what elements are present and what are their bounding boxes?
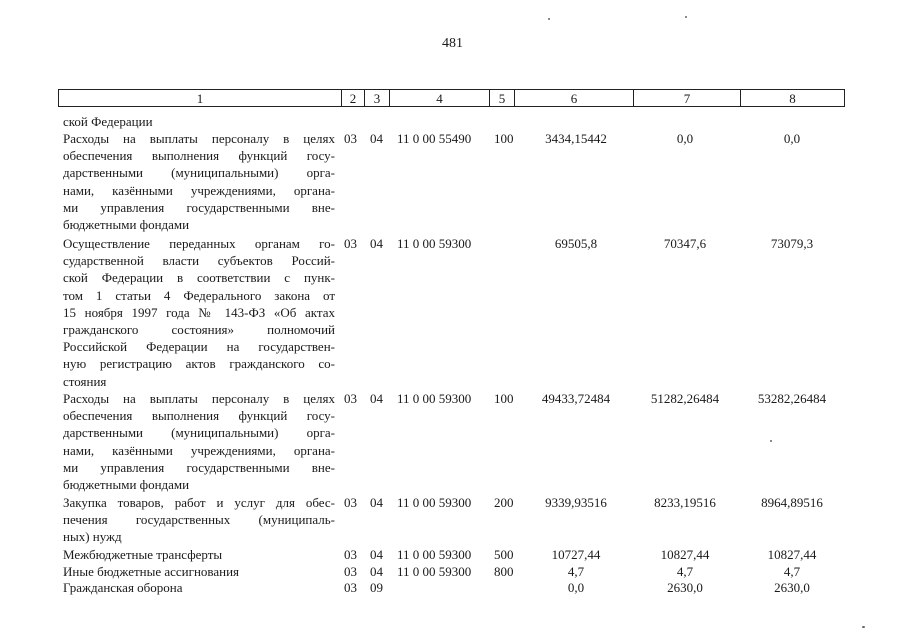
cell-c2: 03 — [344, 580, 357, 595]
cell-c4: 11 0 00 59300 — [397, 391, 472, 406]
cell-c7: 2630,0 — [667, 580, 703, 595]
cell-c6: 0,0 — [567, 580, 585, 595]
header-col-6: 6 — [515, 90, 634, 106]
row-name-line: ми управления государственными вне- — [63, 459, 335, 475]
row-name — [63, 390, 335, 493]
cell-c5: 100 — [494, 131, 514, 146]
row-name-line: 15 ноября 1997 года № 143-ФЗ «Об актах — [63, 304, 335, 320]
header-col-8: 8 — [789, 91, 796, 106]
row-name-line: том 1 статьи 4 Федерального закона от — [63, 287, 335, 303]
scan-speck — [770, 440, 772, 442]
cell-c6: 10727,44 — [551, 547, 601, 562]
row-name-line: обеспечения выполнения функций госу- — [63, 148, 335, 164]
row-name-line: Закупка товаров, работ и услуг для обес- — [63, 495, 335, 510]
row-name-line: Осуществление переданных органам го- — [63, 236, 335, 251]
header-col-4: 4 — [390, 90, 490, 106]
cell-c8: 4,7 — [783, 564, 801, 579]
row-name-line: ную регистрацию актов гражданского со- — [63, 356, 335, 372]
cell-c8: 73079,3 — [770, 236, 814, 251]
cell-c3: 04 — [370, 131, 383, 146]
cell-c3: 09 — [370, 580, 383, 595]
header-col-3: 3 — [365, 90, 390, 106]
cell-c2: 03 — [344, 547, 357, 562]
cell-c5: 200 — [494, 495, 514, 510]
cell-c7: 70347,6 — [663, 236, 707, 251]
header-col-1: 1 — [59, 90, 342, 106]
cell-c4: 11 0 00 59300 — [397, 236, 472, 251]
row-name — [63, 579, 335, 596]
row-name — [63, 563, 335, 580]
header-col-7: 7 — [634, 90, 741, 106]
scan-speck — [685, 16, 687, 18]
row-name — [63, 235, 335, 390]
row-name — [63, 130, 335, 233]
row-name-line: обеспечения выполнения функций госу- — [63, 408, 335, 424]
row-name-line: бюджетными фондами — [63, 217, 190, 233]
row-name — [63, 113, 335, 130]
cell-c7: 8233,19516 — [654, 495, 716, 510]
cell-c6: 4,7 — [567, 564, 585, 579]
cell-c3: 04 — [370, 547, 383, 562]
cell-c7: 4,7 — [676, 564, 694, 579]
row-name-line: бюджетными фондами — [63, 477, 190, 493]
cell-c3: 04 — [370, 236, 383, 251]
cell-c2: 03 — [344, 131, 357, 146]
row-name-line: Иные бюджетные ассигнования — [63, 564, 240, 579]
cell-c8: 2630,0 — [774, 580, 810, 595]
cell-c5: 100 — [494, 391, 514, 406]
row-name-line: ской Федерации в соответствии с пунк- — [63, 270, 335, 286]
row-name — [63, 546, 335, 563]
header-col-5: 5 — [490, 90, 515, 106]
cell-c8: 53282,26484 — [757, 391, 827, 406]
cell-c5: 800 — [494, 564, 514, 579]
row-name-line: Расходы на выплаты персоналу в целях — [63, 131, 335, 146]
cell-c6: 49433,72484 — [541, 391, 611, 406]
header-col-2: 2 — [342, 90, 365, 106]
row-name-line: ской Федерации — [63, 114, 153, 129]
row-name-line: дарственными (муниципальными) орга- — [63, 165, 335, 181]
cell-c2: 03 — [344, 564, 357, 579]
row-name-line: нами, казёнными учреждениями, органа- — [63, 442, 335, 458]
row-name-line: дарственными (муниципальными) орга- — [63, 425, 335, 441]
scan-speck — [862, 626, 865, 628]
row-name-line: нами, казёнными учреждениями, органа- — [63, 182, 335, 198]
row-name-line: Расходы на выплаты персоналу в целях — [63, 391, 335, 406]
table-header — [58, 89, 845, 107]
scan-speck — [548, 18, 550, 20]
cell-c4: 11 0 00 59300 — [397, 495, 472, 510]
row-name-line: стояния — [63, 373, 107, 389]
cell-c3: 04 — [370, 391, 383, 406]
cell-c7: 10827,44 — [660, 547, 710, 562]
cell-c3: 04 — [370, 495, 383, 510]
cell-c6: 69505,8 — [554, 236, 598, 251]
row-name-line: Гражданская оборона — [63, 580, 183, 595]
cell-c4: 11 0 00 55490 — [397, 131, 472, 146]
row-name-line: Российской Федерации на государствен- — [63, 339, 335, 355]
row-name-line: гражданского состояния» полномочий — [63, 322, 335, 338]
cell-c8: 0,0 — [783, 131, 801, 146]
row-name-line: ных) нужд — [63, 529, 122, 545]
cell-c3: 04 — [370, 564, 383, 579]
page-number: 481 — [442, 36, 463, 51]
row-name-line: ми управления государственными вне- — [63, 199, 335, 215]
cell-c7: 51282,26484 — [650, 391, 720, 406]
row-name — [63, 494, 335, 546]
cell-c8: 10827,44 — [767, 547, 817, 562]
cell-c7: 0,0 — [676, 131, 694, 146]
cell-c2: 03 — [344, 391, 357, 406]
cell-c2: 03 — [344, 236, 357, 251]
cell-c4: 11 0 00 59300 — [397, 564, 472, 579]
cell-c6: 9339,93516 — [545, 495, 607, 510]
cell-c6: 3434,15442 — [545, 131, 607, 146]
row-name-line: печения государственных (муниципаль- — [63, 512, 335, 528]
row-name-line: сударственной власти субъектов Россий- — [63, 253, 335, 269]
cell-c5: 500 — [494, 547, 514, 562]
cell-c2: 03 — [344, 495, 357, 510]
cell-c4: 11 0 00 59300 — [397, 547, 472, 562]
cell-c8: 8964,89516 — [761, 495, 823, 510]
row-name-line: Межбюджетные трансферты — [63, 547, 223, 562]
